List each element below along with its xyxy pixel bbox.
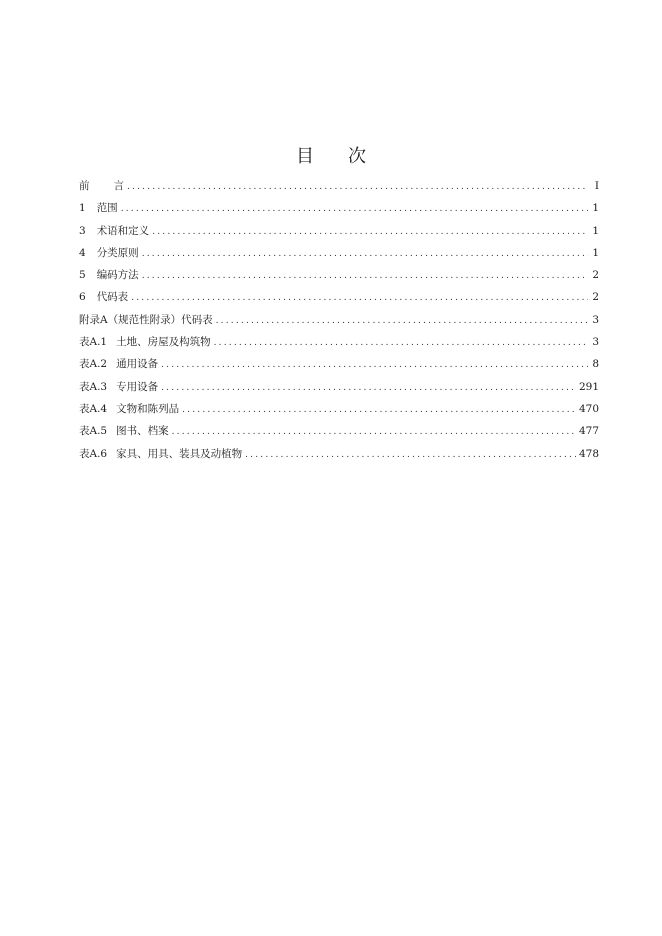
toc-entry-label: 表A.3 专用设备 — [79, 380, 159, 393]
toc-entry-label: 4 分类原则 — [79, 246, 139, 259]
toc-entry-label: 表A.6 家具、用具、装具及动植物 — [79, 447, 243, 460]
toc-page-number: 1 — [592, 246, 599, 259]
toc-entry-coding-method[interactable] — [79, 264, 599, 286]
toc-page-number: 3 — [592, 313, 599, 326]
toc-page-number: 1 — [592, 224, 599, 237]
toc-dot-leader — [131, 287, 588, 309]
toc-dot-leader — [216, 310, 588, 332]
toc-dot-leader — [152, 221, 588, 243]
toc-entry-label: 5 编码方法 — [79, 269, 139, 282]
toc-entry-table-a3[interactable] — [79, 376, 599, 398]
toc-title-char-1: 目 — [296, 146, 314, 167]
toc-dot-leader — [142, 265, 588, 287]
toc-page-number: 477 — [578, 425, 599, 438]
toc-page-number: I — [594, 180, 599, 192]
toc-dot-leader — [142, 243, 588, 265]
toc-entry-preface[interactable] — [79, 175, 599, 197]
toc-entry-code-table[interactable] — [79, 286, 599, 308]
toc-entry-label: 6 代码表 — [79, 291, 129, 304]
toc-entry-label: 表A.5 图书、档案 — [79, 425, 169, 438]
toc-page-number: 2 — [592, 291, 599, 304]
toc-entry-terms[interactable] — [79, 220, 599, 242]
toc-title-char-2: 次 — [348, 146, 366, 167]
toc-dot-leader — [121, 198, 588, 220]
toc-page-number: 478 — [578, 447, 599, 460]
toc-entry-table-a6[interactable] — [79, 443, 599, 465]
toc-dot-leader — [245, 444, 576, 466]
toc-entry-classification-principles[interactable] — [79, 242, 599, 264]
toc-entry-table-a1[interactable] — [79, 331, 599, 353]
toc-entry-label: 表A.1 土地、房屋及构筑物 — [79, 336, 211, 349]
toc-entry-label: 1 范围 — [79, 202, 118, 215]
toc-dot-leader — [172, 421, 576, 443]
toc-title — [0, 142, 662, 168]
toc-entry-table-a2[interactable] — [79, 353, 599, 375]
toc-page-number: 1 — [592, 202, 599, 215]
toc-page-number: 3 — [592, 336, 599, 349]
toc-entry-label: 前 言 — [79, 180, 124, 192]
toc-entry-label: 附录A（规范性附录）代码表 — [79, 313, 213, 326]
toc-dot-leader — [127, 176, 588, 198]
toc-page-number: 470 — [578, 402, 599, 415]
toc-dot-leader — [182, 399, 576, 421]
toc-entry-label: 表A.2 通用设备 — [79, 358, 159, 371]
toc-entry-table-a4[interactable] — [79, 398, 599, 420]
toc-dot-leader — [214, 332, 588, 354]
toc-dot-leader — [161, 354, 588, 376]
toc-entry-scope[interactable] — [79, 197, 599, 219]
toc-page-number: 8 — [592, 358, 599, 371]
toc-entry-appendix-a[interactable] — [79, 309, 599, 331]
toc-page-number: 2 — [592, 269, 599, 282]
toc-entry-label: 3 术语和定义 — [79, 224, 150, 237]
toc-dot-leader — [161, 377, 576, 399]
toc-entry-table-a5[interactable] — [79, 420, 599, 442]
toc-list — [79, 175, 599, 465]
toc-page-number: 291 — [578, 380, 599, 393]
toc-entry-label: 表A.4 文物和陈列品 — [79, 402, 180, 415]
